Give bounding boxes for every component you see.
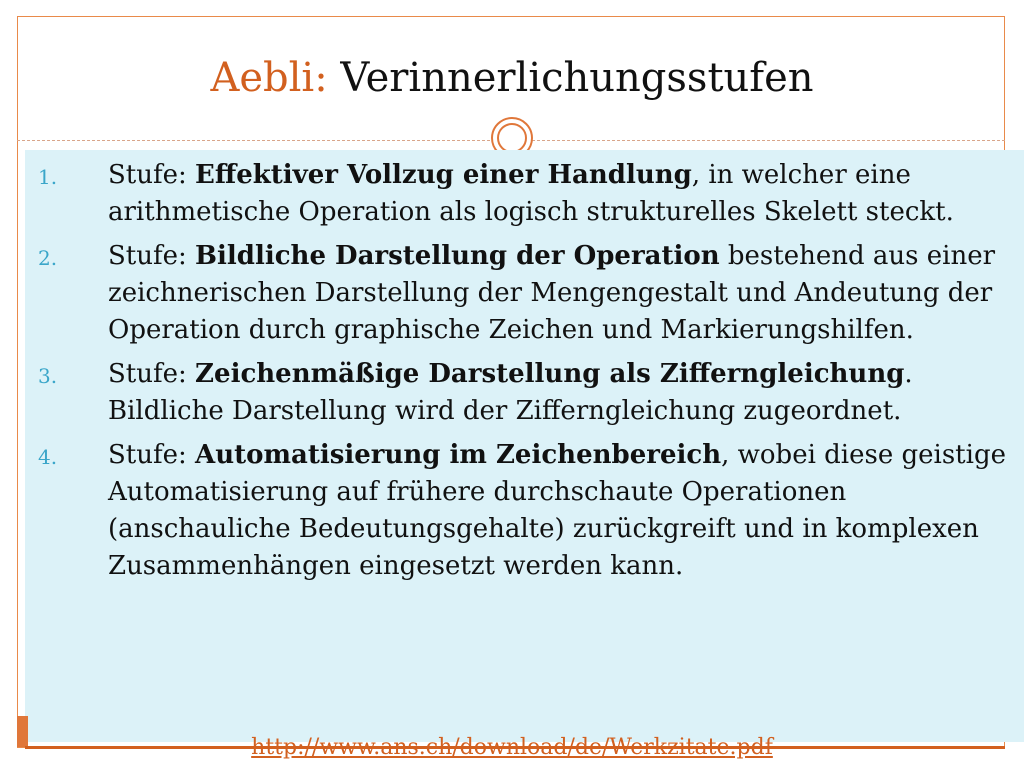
slide-title [0, 54, 1024, 102]
title-main: Verinnerlichungsstufen [340, 55, 814, 101]
list-number: 2. [38, 246, 58, 270]
step-prefix: Stufe: [108, 241, 196, 271]
title-accent: Aebli: [210, 55, 328, 101]
step-heading: Automatisierung im Zeichenbereich [195, 440, 722, 470]
step-heading: Bildliche Darstellung der Operation [195, 241, 720, 271]
list-item [38, 356, 1018, 430]
list-number: 4. [38, 445, 58, 469]
step-heading: Effektiver Vollzug einer Handlung [195, 160, 692, 190]
step-heading: Zeichenmäßige Darstellung als Zifferngleichung [195, 359, 905, 389]
list-item [38, 157, 1018, 231]
source-link[interactable]: http://www.ans.ch/download/de/Werkzitate.pdf [251, 735, 773, 760]
steps-list [38, 157, 1018, 592]
step-text: , in welcher eine arithmetische Operation als logisch strukturelles Skelett steckt. [108, 160, 954, 227]
list-item [38, 437, 1018, 585]
list-item [38, 238, 1018, 349]
step-prefix: Stufe: [108, 440, 196, 470]
step-text: bestehend aus einer zeichnerischen Darstellung der Mengengestalt und Andeutung der Operation durch graphische Zeichen und Markierungshilfen. [108, 241, 996, 345]
step-text: , wobei diese geistige Automatisierung auf frühere durchschaute Operationen (anschauliche Bedeutungsgehalte) zurückgreift und in komplexen Zusammenhängen eingesetzt werden kann. [108, 440, 1006, 581]
step-prefix: Stufe: [108, 359, 196, 389]
list-number: 1. [38, 165, 58, 189]
step-prefix: Stufe: [108, 160, 196, 190]
step-text: . Bildliche Darstellung wird der Zifferngleichung zugeordnet. [108, 359, 913, 426]
list-number: 3. [38, 364, 58, 388]
